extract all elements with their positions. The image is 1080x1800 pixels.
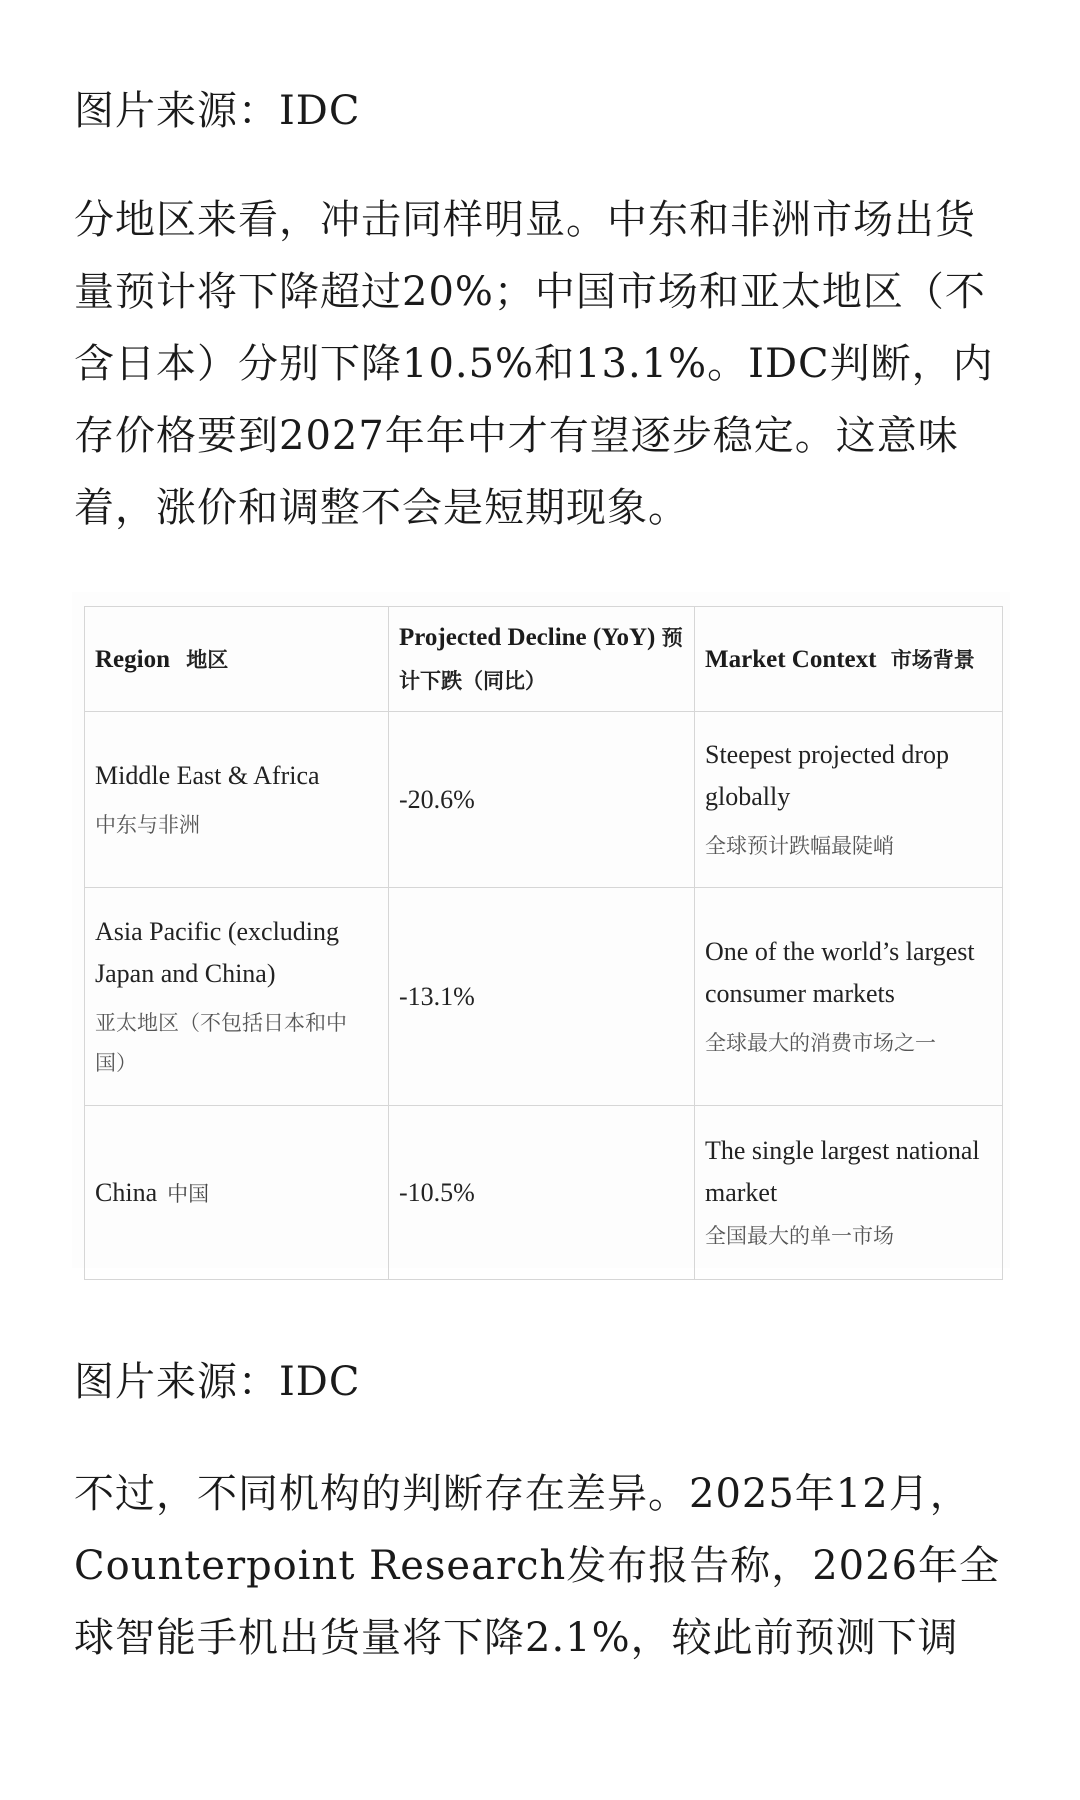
cell-region — [85, 712, 389, 888]
paragraph-line: 球智能手机出货量将下降2.1%，较此前预测下调 — [74, 1615, 959, 1661]
image-source-caption: 图片来源：IDC — [74, 88, 361, 134]
cell-context — [695, 712, 1003, 888]
cell-context — [695, 1106, 1003, 1280]
region-en: Asia Pacific (excluding Japan and China) — [95, 916, 340, 988]
paragraph-line: 含日本）分别下降10.5%和13.1%。IDC判断，内 — [74, 341, 994, 387]
paragraph-line: 着，涨价和调整不会是短期现象。 — [74, 485, 689, 531]
paragraph-line: Counterpoint Research发布报告称，2026年全 — [74, 1543, 1001, 1589]
header-context — [695, 607, 1003, 712]
context-en: The single largest national market — [705, 1135, 980, 1207]
paragraph-line: 存价格要到2027年年中才有望逐步稳定。这意味 — [74, 413, 959, 459]
table-row — [85, 1106, 1003, 1280]
header-context-zh: 市场背景 — [890, 646, 975, 672]
decline-value: -13.1% — [399, 981, 475, 1011]
context-en: Steepest projected drop globally — [705, 739, 950, 811]
paragraph-line: 不过，不同机构的判断存在差异。2025年12月， — [74, 1471, 971, 1517]
context-zh: 全球最大的消费市场之一 — [705, 1030, 936, 1055]
table-row — [85, 712, 1003, 888]
cell-decline — [389, 712, 695, 888]
region-decline-table — [84, 606, 1003, 1280]
header-region-en: Region — [95, 645, 170, 673]
article-paragraph — [74, 1458, 1024, 1674]
decline-value: -10.5% — [399, 1177, 475, 1207]
region-zh: 中东与非洲 — [95, 812, 200, 837]
table-row — [85, 888, 1003, 1106]
context-en: One of the world’s largest consumer markets — [705, 936, 975, 1008]
region-zh: 亚太地区（不包括日本和中国） — [95, 1010, 347, 1075]
header-decline-en: Projected Decline (YoY) — [399, 624, 656, 651]
region-zh: 中国 — [167, 1181, 210, 1206]
context-zh: 全球预计跌幅最陡峭 — [705, 833, 894, 858]
region-en: China — [95, 1177, 158, 1207]
table-header-row — [85, 607, 1003, 712]
header-decline — [389, 607, 695, 712]
cell-context — [695, 888, 1003, 1106]
paragraph-line: 分地区来看，冲击同样明显。中东和非洲市场出货 — [74, 197, 976, 243]
paragraph-line: 量预计将下降超过20%；中国市场和亚太地区（不 — [74, 269, 986, 315]
header-context-en: Market Context — [705, 645, 877, 673]
decline-value: -20.6% — [399, 784, 475, 814]
header-region — [85, 607, 389, 712]
article-paragraph — [74, 184, 1024, 544]
region-en: Middle East & Africa — [95, 760, 320, 790]
header-decline-zh: 预计下跌（同比） — [399, 625, 683, 693]
cell-decline — [389, 1106, 695, 1280]
region-decline-table-image — [72, 592, 1010, 1268]
cell-decline — [389, 888, 695, 1106]
cell-region — [85, 888, 389, 1106]
image-source-caption: 图片来源：IDC — [74, 1359, 361, 1405]
header-region-zh: 地区 — [186, 646, 229, 672]
context-zh: 全国最大的单一市场 — [705, 1223, 894, 1248]
cell-region — [85, 1106, 389, 1280]
